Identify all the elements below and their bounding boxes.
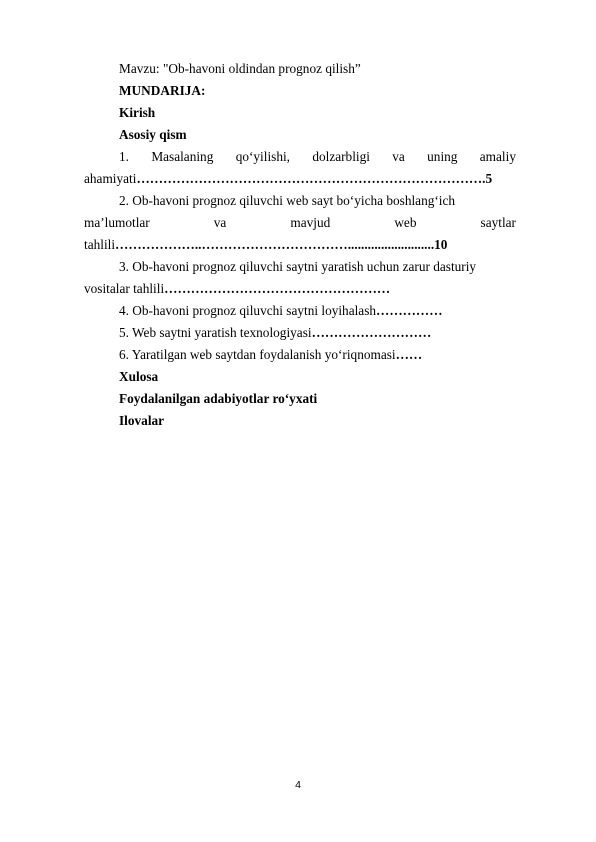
- toc-item-1-word: qo‘yilishi,: [235, 149, 290, 164]
- toc-item-1-word: 1.: [119, 149, 129, 164]
- toc-item-6-text: 6. Yaratilgan web saytdan foydalanish yo‘riqnomasi: [119, 347, 396, 362]
- toc-item-1-word: dolzarbligi: [312, 149, 370, 164]
- toc-item-2-word: web: [394, 215, 417, 230]
- page-number: 4: [295, 779, 301, 791]
- toc-conclusion: Xulosa: [119, 369, 159, 384]
- toc-item-2-word: va: [213, 215, 227, 230]
- toc-item-1-word: uning: [427, 149, 458, 164]
- toc-item-6: [84, 344, 516, 366]
- toc-item-3-line-2: [84, 278, 516, 300]
- toc-item-3-leader: ……………………………………………: [164, 281, 391, 296]
- toc-item-2-line-2: [84, 212, 516, 234]
- toc-item-2-text: tahlili: [84, 237, 116, 252]
- toc-item-4: [84, 300, 516, 322]
- toc-item-1-page: 5: [485, 171, 493, 186]
- toc-item-2-page: 10: [434, 237, 448, 252]
- toc-item-2-word: mavjud: [290, 215, 331, 230]
- toc-appendices: Ilovalar: [119, 413, 165, 428]
- toc-item-1-leader: …………………………………………………………………….: [136, 171, 486, 186]
- toc-item-2-leader: ………………..……………………………..........................: [115, 237, 435, 252]
- toc-item-2-line-1: [84, 190, 516, 212]
- toc-item-1-text: ahamiyati: [84, 171, 137, 186]
- toc-item-5: [84, 322, 516, 344]
- toc-item-2-text: 2. Ob-havoni prognoz qiluvchi web sayt bo‘yicha boshlang‘ich: [119, 193, 456, 208]
- document-content: [84, 58, 516, 432]
- toc-item-4-leader: ……………: [376, 303, 443, 318]
- toc-item-4-text: 4. Ob-havoni prognoz qiluvchi saytni loyihalash: [119, 303, 377, 318]
- toc-item-6-leader: ……: [395, 347, 423, 362]
- toc-item-2-line-3: [84, 234, 516, 256]
- toc-item-3-text: 3. Ob-havoni prognoz qiluvchi saytni yaratish uchun zarur dasturiy: [119, 259, 477, 274]
- toc-item-1-line-1: [84, 146, 516, 168]
- toc-main-part: Asosiy qism: [119, 127, 187, 142]
- toc-item-5-leader: ………………………: [311, 325, 432, 340]
- toc-item-3-line-1: [84, 256, 516, 278]
- toc-item-2-word: saytlar: [480, 215, 516, 230]
- toc-item-3-text: vositalar tahlili: [84, 281, 165, 296]
- toc-item-1-line-2: [84, 168, 516, 190]
- toc-item-5-text: 5. Web saytni yaratish texnologiyasi: [119, 325, 312, 340]
- toc-item-2-word: ma’lumotlar: [84, 215, 150, 230]
- toc-intro: Kirish: [119, 105, 156, 120]
- toc-item-1-word: Masalaning: [151, 149, 214, 164]
- topic-line: Mavzu: "Ob-havoni oldindan prognoz qilish”: [119, 61, 361, 76]
- toc-references: Foydalanilgan adabiyotlar ro‘yxati: [119, 391, 318, 406]
- contents-heading: MUNDARIJA:: [119, 83, 206, 98]
- toc-item-1-word: va: [392, 149, 405, 164]
- toc-item-1-word: amaliy: [479, 149, 516, 164]
